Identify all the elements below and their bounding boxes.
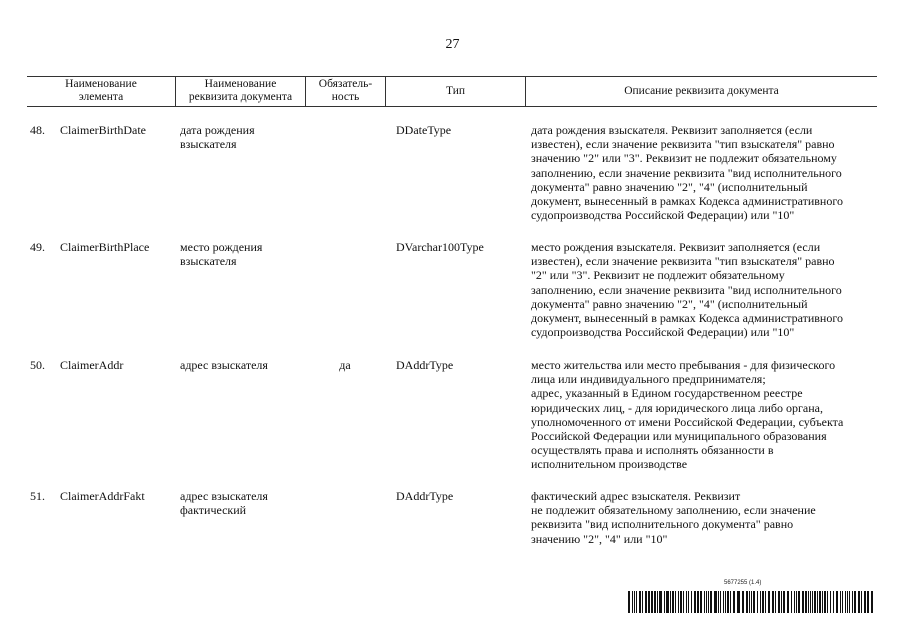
requisite-line: взыскателя <box>180 254 237 269</box>
barcode-bar <box>858 591 860 613</box>
barcode-bar <box>749 591 750 613</box>
barcode-bar <box>672 591 674 613</box>
barcode-bar <box>751 591 752 613</box>
description-line: дата рождения взыскателя. Реквизит заполняется (если <box>531 123 813 137</box>
type-name: DAddrType <box>396 358 454 372</box>
requisite-line: адрес взыскателя <box>180 358 268 372</box>
requisite-line: дата рождения <box>180 123 255 137</box>
barcode-bar <box>727 591 729 613</box>
barcode-bar <box>781 591 782 613</box>
barcode-bar <box>657 591 658 613</box>
barcode-bar <box>847 591 848 613</box>
description-line: значению "2" или "3". Реквизит не подлежит обязательному <box>531 151 837 166</box>
barcode-bar <box>827 591 828 613</box>
barcode-bar <box>796 591 797 613</box>
barcode-bar <box>805 591 807 613</box>
description <box>531 240 876 339</box>
barcode-bar <box>642 591 643 613</box>
header-type <box>385 76 525 106</box>
barcode-bar <box>861 591 862 613</box>
barcode-bar <box>742 591 744 613</box>
type-name: DAddrType <box>396 489 454 503</box>
barcode-bar <box>659 591 662 613</box>
barcode-label: 5677255 (1.4) <box>724 580 762 586</box>
barcode-bar <box>798 591 800 613</box>
requisite-line: адрес взыскателя <box>180 489 268 503</box>
barcode-bar <box>765 591 766 613</box>
page-number: 27 <box>445 37 460 52</box>
description <box>531 358 876 472</box>
barcode <box>628 580 874 613</box>
barcode-bar <box>714 591 717 613</box>
description-line: юридических лиц, - для юридического лица либо органа, <box>531 400 824 415</box>
requisite-line: фактический <box>180 503 247 518</box>
description-line: документа" равно значению "2", "4" (исполнительный <box>531 296 808 311</box>
barcode-bar <box>648 591 650 613</box>
row-number: 50. <box>30 358 45 372</box>
element-name: ClaimerBirthDate <box>60 123 146 137</box>
requisite-name <box>180 240 300 268</box>
description-line: заполнению, если значение реквизита "вид исполнительного <box>531 165 842 180</box>
requisite-name <box>180 489 300 517</box>
barcode-bar <box>720 591 721 613</box>
description-line: адрес, указанный в Едином государственном реестре <box>531 386 803 401</box>
barcode-bar <box>664 591 665 613</box>
barcode-bar <box>772 591 774 613</box>
table-header <box>0 76 905 106</box>
description <box>531 489 876 546</box>
barcode-bar <box>845 591 846 613</box>
description-line: уполномоченного от имени Российской Федерации, субъекта <box>531 414 844 429</box>
barcode-bar <box>840 591 841 613</box>
barcode-bar <box>634 591 635 613</box>
description-line: "2" или "3". Реквизит не подлежит обязательному <box>531 268 785 283</box>
barcode-bar <box>854 591 856 613</box>
header-element-name <box>27 76 175 106</box>
row-number: 48. <box>30 123 45 137</box>
barcode-bar <box>814 591 816 613</box>
header-text: Обязатель- <box>318 78 373 90</box>
description-line: судопроизводства Российской Федерации) или "10" <box>531 208 795 223</box>
header-text: Описание реквизита документа <box>624 84 779 97</box>
barcode-bar <box>794 591 795 613</box>
barcode-bar <box>830 591 831 613</box>
barcode-bar <box>783 591 785 613</box>
barcode-bar <box>757 591 758 613</box>
requisite-name <box>180 358 300 372</box>
description-line: исполнительном производстве <box>531 457 688 472</box>
type-name: DDateType <box>396 123 452 137</box>
barcode-bar <box>683 591 684 613</box>
barcode-bar <box>636 591 637 613</box>
mandatory-value: да <box>339 358 351 372</box>
description-line: не подлежит обязательному заполнению, если значение <box>531 503 816 518</box>
barcode-bars-icon <box>628 591 874 613</box>
element-name: ClaimerAddrFakt <box>60 489 145 503</box>
barcode-bar <box>723 591 724 613</box>
barcode-bar <box>836 591 838 613</box>
barcode-bar <box>718 591 719 613</box>
header-description <box>525 76 877 106</box>
barcode-bar <box>864 591 866 613</box>
description-line: известен), если значение реквизита "тип взыскателя" равно <box>531 137 835 152</box>
barcode-bar <box>710 591 712 613</box>
barcode-bar <box>822 591 823 613</box>
barcode-bar <box>775 591 776 613</box>
barcode-bar <box>849 591 850 613</box>
element-name: ClaimerBirthPlace <box>60 240 150 254</box>
description-line: фактический адрес взыскателя. Реквизит <box>531 489 741 503</box>
barcode-bar <box>632 591 633 613</box>
description-line: место жительства или место пребывания - для физического <box>531 358 836 372</box>
barcode-bar <box>824 591 826 613</box>
barcode-bar <box>688 591 689 613</box>
description <box>531 123 876 222</box>
barcode-bar <box>746 591 748 613</box>
barcode-bar <box>778 591 780 613</box>
barcode-bar <box>708 591 709 613</box>
barcode-bar <box>808 591 809 613</box>
barcode-bar <box>645 591 647 613</box>
barcode-bar <box>691 591 692 613</box>
barcode-bar <box>730 591 731 613</box>
header-text: элемента <box>78 91 124 103</box>
barcode-bar <box>670 591 671 613</box>
barcode-bar <box>680 591 682 613</box>
barcode-bar <box>733 591 735 613</box>
barcode-bar <box>842 591 843 613</box>
type-name: DVarchar100Type <box>396 240 484 254</box>
barcode-bar <box>639 591 641 613</box>
header-text: ность <box>331 91 360 103</box>
barcode-bar <box>628 591 630 613</box>
description-line: документа" равно значению "2", "4" (исполнительный <box>531 179 808 194</box>
description-line: судопроизводства Российской Федерации) или "10" <box>531 325 795 340</box>
barcode-bar <box>753 591 755 613</box>
barcode-bar <box>654 591 656 613</box>
description-line: значению "2", "4" или "10" <box>531 531 668 546</box>
barcode-bar <box>867 591 869 613</box>
element-name: ClaimerAddr <box>60 358 124 372</box>
header-text: Наименование <box>204 78 277 90</box>
header-text: Тип <box>445 84 466 97</box>
header-text: Наименование <box>65 78 137 90</box>
barcode-bar <box>852 591 853 613</box>
description-line: заполнению, если значение реквизита "вид исполнительного <box>531 282 842 297</box>
barcode-bar <box>787 591 789 613</box>
requisite-line: место рождения <box>180 240 263 254</box>
barcode-bar <box>675 591 676 613</box>
barcode-bar <box>802 591 804 613</box>
description-line: документ, вынесенный в рамках Кодекса административного <box>531 194 843 209</box>
barcode-bar <box>666 591 669 613</box>
barcode-bar <box>651 591 653 613</box>
barcode-bar <box>871 591 873 613</box>
header-mandatory <box>305 76 385 106</box>
row-number: 51. <box>30 489 45 503</box>
description-line: место рождения взыскателя. Реквизит заполняется (если <box>531 240 821 254</box>
barcode-bar <box>706 591 707 613</box>
barcode-bar <box>700 591 702 613</box>
barcode-bar <box>725 591 726 613</box>
description-line: известен), если значение реквизита "тип взыскателя" равно <box>531 254 835 269</box>
description-line: осуществлять права и исполнять обязанности в <box>531 443 774 458</box>
barcode-bar <box>737 591 740 613</box>
barcode-bar <box>760 591 761 613</box>
barcode-bar <box>686 591 687 613</box>
row-number: 49. <box>30 240 45 254</box>
barcode-bar <box>833 591 834 613</box>
requisite-name <box>180 123 300 151</box>
description-line: Российской Федерации или муниципального образования <box>531 429 827 444</box>
barcode-bar <box>762 591 764 613</box>
barcode-bar <box>817 591 818 613</box>
barcode-bar <box>791 591 792 613</box>
barcode-bar <box>768 591 770 613</box>
description-line: документ, вынесенный в рамках Кодекса административного <box>531 311 843 326</box>
header-requisite-name <box>175 76 305 106</box>
barcode-bar <box>678 591 679 613</box>
header-text: реквизита документа <box>188 91 293 103</box>
barcode-bar <box>810 591 811 613</box>
barcode-bar <box>704 591 705 613</box>
description-line: реквизита "вид исполнительного документа" равно <box>531 517 794 532</box>
barcode-bar <box>697 591 699 613</box>
barcode-bar <box>819 591 821 613</box>
description-line: лица или индивидуального предпринимателя; <box>531 372 766 387</box>
requisite-line: взыскателя <box>180 137 237 152</box>
table-header-rule <box>27 106 877 107</box>
barcode-bar <box>694 591 696 613</box>
barcode-bar <box>812 591 813 613</box>
